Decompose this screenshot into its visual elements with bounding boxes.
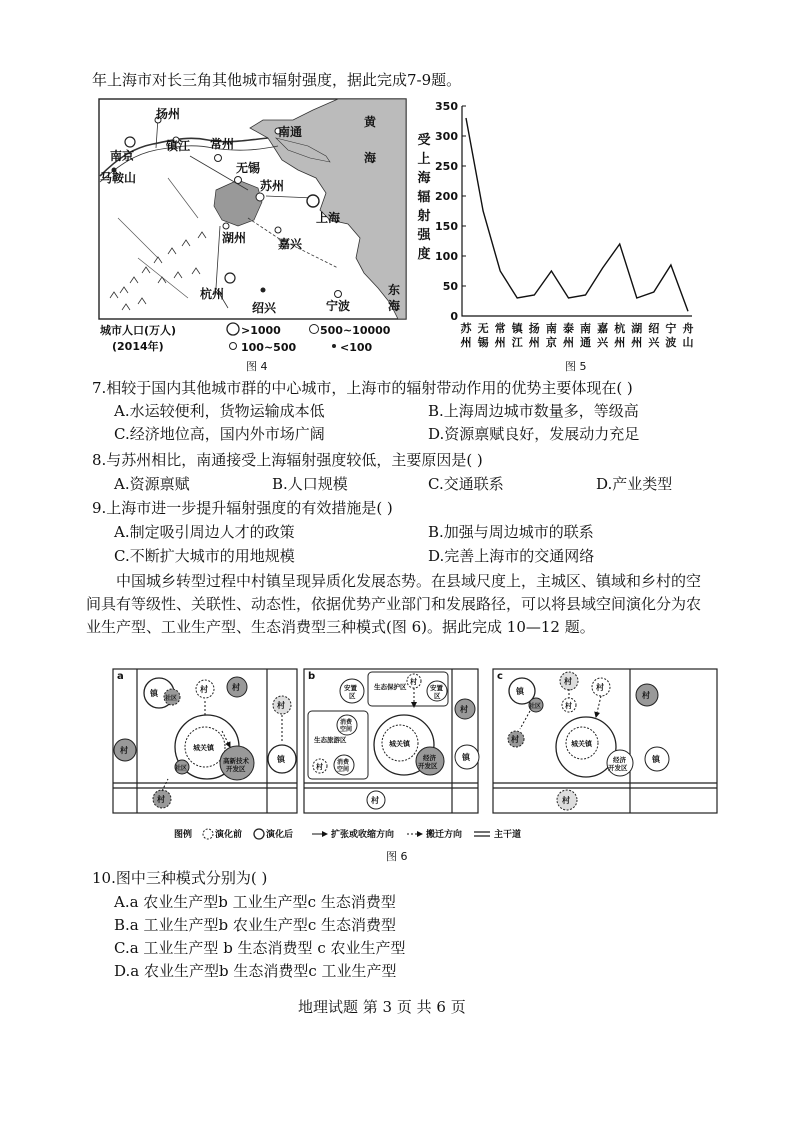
y-axis-label-char: 度 [417,247,431,262]
a-zhen-label: 镇 [150,689,158,698]
y-axis-label-char: 辐 [417,190,431,205]
city-suzhou-marker [256,193,264,201]
x-tick-label: 州 [631,336,643,349]
series-line [466,118,688,311]
city-ningbo-marker [335,291,342,298]
city-shanghai-marker [307,195,319,207]
x-tick-label: 泰 [562,322,574,335]
q9-option-b[interactable]: B.加强与周边城市的联系 [428,523,594,541]
city-huzhou-marker [223,223,229,229]
q10-option-c[interactable]: C.a 工业生产型 b 生态消费型 c 农业生产型 [114,939,406,957]
chart-axis-lines [462,106,692,316]
legend-symbol-4 [332,344,336,348]
map-label-yangzhou: 扬州 [156,107,181,121]
y-axis-label-char: 强 [417,228,431,243]
b-shengtaibaohuqu-label: 生态保护区 [374,683,407,691]
q10-stem: 10.图中三种模式分别为( ) [92,869,268,887]
figure-5-chart [412,98,702,360]
q9-stem: 9.上海市进一步提升辐射强度的有效措施是( ) [92,499,393,517]
q10-option-a[interactable]: A.a 农业生产型b 工业生产型c 生态消费型 [114,893,396,911]
city-shaoxing-marker [261,288,266,293]
intro-text: 年上海市对长三角其他城市辐射强度，据此完成7-9题。 [92,71,462,89]
x-tick-label: 常 [494,322,506,335]
c-cun-left-label: 村 [511,735,519,744]
b-jingji-1: 经济 [423,754,436,762]
y-tick-label: 300 [435,130,458,143]
q8-option-c[interactable]: C.交通联系 [428,475,504,493]
y-tick-label: 200 [435,190,458,203]
legend-title-1: 城市人口(万人) [100,324,177,337]
y-tick-label: 250 [435,160,458,173]
map-label-nanjing: 南京 [110,149,135,163]
map-label-nantong: 南通 [278,125,303,139]
x-tick-label: 湖 [631,322,643,335]
y-tick-label: 150 [435,220,458,233]
map-label-huzhou: 湖州 [222,231,247,245]
a-cun-left-label: 村 [120,746,128,755]
y-tick-label: 350 [435,100,458,113]
b-xiaofei-top-2: 空间 [340,726,353,733]
city-jiaxing-marker [275,227,281,233]
legend-item-3: 100~500 [241,341,297,354]
b-cun-dashed-top-label: 村 [410,678,417,686]
c-cun-grey-right-label: 村 [642,691,650,700]
chart-ylabel [416,132,431,262]
q10-option-d[interactable]: D.a 农业生产型b 生态消费型c 工业生产型 [114,962,397,980]
x-tick-label: 绍 [648,322,660,335]
a-chengguanzhen-label: 城关镇 [193,744,214,752]
x-tick-label: 江 [511,336,523,349]
fig6-legend-road: 主干道 [494,830,522,840]
panel-c [493,669,717,813]
b-zhen-right-label: 镇 [462,753,470,762]
chart-axes [462,106,692,316]
q8-option-a[interactable]: A.资源禀赋 [114,475,190,493]
x-tick-label: 杭 [614,322,626,335]
x-tick-label: 波 [665,336,677,349]
map-label-sea1a: 黄 [364,115,377,129]
a-cun-bottom-label: 村 [157,795,165,804]
city-nanjing-marker [125,137,135,147]
a-zhen-right-label: 镇 [277,755,285,764]
b-chengguanzhen-label: 城关镇 [389,740,410,748]
legend-symbol-3 [230,343,237,350]
legend-item-1: >1000 [241,324,281,337]
x-tick-label: 舟 [682,322,694,335]
x-tick-label: 兴 [597,336,609,349]
figure-5-caption: 图 5 [565,360,587,373]
x-tick-label: 州 [528,336,540,349]
a-shequ-top-label: 社区 [165,695,178,702]
map-label-sea1b: 海 [364,151,377,165]
fig6-legend-after: 演化后 [266,830,294,840]
x-tick-label: 兴 [648,336,660,349]
city-wuxi-marker [235,177,242,184]
map-label-shanghai: 上海 [316,211,341,225]
x-tick-label: 州 [562,336,574,349]
x-tick-label: 镇 [511,322,523,335]
c-zhen-label: 镇 [516,687,524,696]
a-cun-grey-top-label: 村 [232,683,240,692]
map-label-changzhou: 常州 [210,137,235,151]
c-cun-dashed-3-label: 村 [565,702,572,710]
legend-item-2: 500~10000 [320,324,391,337]
legend-symbol-2 [310,325,319,334]
y-axis-label-char: 海 [417,171,431,186]
y-tick-label: 100 [435,250,458,263]
figure-4-map [98,98,408,360]
c-cun-dashed-2-label: 村 [596,683,604,692]
panel-b-label: b [308,671,316,682]
y-axis-label-char: 射 [417,209,431,224]
y-axis-label-char: 受 [417,133,431,148]
figure-4-caption: 图 4 [246,360,268,373]
panel-c-label: c [497,671,503,682]
q9-option-d[interactable]: D.完善上海市的交通网络 [428,547,595,565]
a-cun-dashed-top-label: 村 [200,685,208,694]
map-label-ningbo: 宁波 [326,299,351,313]
b-xiaofei-bottom-2: 空间 [337,766,350,773]
b-anzhi-right-1: 安置 [430,684,443,692]
figure-6-caption: 图 6 [386,850,408,863]
map-label-wuxi: 无锡 [236,161,261,175]
city-changzhou-marker [215,155,222,162]
q7-option-b[interactable]: B.上海周边城市数量多，等级高 [428,402,639,420]
x-tick-label: 通 [580,336,592,349]
c-jingji-1: 经济 [613,756,626,764]
q8-option-d[interactable]: D.产业类型 [596,475,673,493]
y-tick-label: 50 [442,280,458,293]
passage-text: 中国城乡转型过程中村镇呈现异质化发展态势。在县域尺度上，主城区、镇域和乡村的空间具有等级性、关联性、动态性，依据优势产业部门和发展路径，可以将县域空间演化分为农业生产型、工业生产型、生态消费型三种模式(图 6)。据此完成 10—12 题。 [86,572,702,636]
b-xiaofei-top-1: 消费 [340,719,353,726]
c-chengguanzhen-label: 城关镇 [571,740,592,748]
map-label-shaoxing: 绍兴 [252,301,277,315]
y-tick-label: 0 [450,310,458,323]
x-tick-label: 州 [460,336,472,349]
map-label-jiaxing: 嘉兴 [278,237,303,251]
b-anzhi-left-2: 区 [349,692,356,700]
b-cun-bottom-label: 村 [371,796,379,805]
map-label-hangzhou: 杭州 [200,287,225,301]
b-shengtailvyouqu-label: 生态旅游区 [314,736,347,744]
x-tick-label: 扬 [528,322,540,335]
fig6-legend [174,828,521,840]
panel-a-label: a [117,671,124,682]
b-anzhi-right-2: 区 [434,692,441,700]
fig6-legend-move: 搬迁方向 [426,830,463,840]
y-axis-label-char: 上 [417,152,431,167]
a-gaoxin-label-2: 开发区 [226,765,246,773]
q9-option-a[interactable]: A.制定吸引周边人才的政策 [114,523,295,541]
chart-xticks [460,321,694,349]
b-xiaofei-bottom-1: 消费 [337,759,350,766]
a-cun-dashed-right-label: 村 [277,701,285,710]
legend-item-4: <100 [340,341,373,354]
x-tick-label: 苏 [460,322,472,335]
x-tick-label: 南 [545,322,557,335]
fig6-legend-expand: 扩张或收缩方向 [331,830,395,840]
panel-a [113,669,297,813]
b-anzhi-left-1: 安置 [344,684,357,692]
legend-title-2: (2014年) [112,340,164,353]
x-tick-label: 山 [682,336,694,349]
c-zhen-right-label: 镇 [652,755,660,764]
q8-option-b[interactable]: B.人口规模 [272,475,348,493]
fig6-legend-before: 演化前 [215,830,243,840]
b-jingji-2: 开发区 [418,762,438,770]
c-shequ-label: 社区 [529,703,542,710]
x-tick-label: 锡 [477,336,489,349]
legend-before-symbol [203,829,213,839]
a-gaoxin-label-1: 高新技术 [223,757,249,765]
x-tick-label: 嘉 [597,322,609,335]
q10-option-b[interactable]: B.a 工业生产型b 农业生产型c 生态消费型 [114,916,397,934]
map-label-sea2a: 东 [388,283,401,297]
legend-symbol-1 [227,323,239,335]
x-tick-label: 州 [614,336,626,349]
figure-6-diagram [112,667,720,845]
legend-after-symbol [254,829,264,839]
c-cun-dashed-1-label: 村 [564,677,572,686]
x-tick-label: 无 [477,322,489,335]
q7-option-d[interactable]: D.资源禀赋良好，发展动力充足 [428,425,640,443]
q7-option-a[interactable]: A.水运较便利，货物运输成本低 [114,402,325,420]
x-tick-label: 宁 [665,322,677,335]
x-tick-label: 州 [494,336,506,349]
chart-yticks [435,100,466,323]
fig6-legend-title: 图例 [174,830,193,840]
q9-option-c[interactable]: C.不断扩大城市的用地规模 [114,547,295,565]
map-label-sea2b: 海 [388,299,401,313]
q7-stem: 7.相较于国内其他城市群的中心城市，上海市的辐射带动作用的优势主要体现在( ) [92,379,633,397]
x-tick-label: 京 [545,336,557,349]
q7-option-c[interactable]: C.经济地位高，国内外市场广阔 [114,425,325,443]
c-jingji-2: 开发区 [608,764,628,772]
c-cun-bottom-label: 村 [562,796,570,805]
panel-b [304,669,479,813]
map-label-suzhou: 苏州 [260,179,285,193]
map-label-zhenjiang: 镇江 [166,139,191,153]
city-hangzhou-marker [225,273,235,283]
page-footer: 地理试题 第 3 页 共 6 页 [298,998,466,1016]
a-shequ-bottom-label: 社区 [175,765,188,772]
q8-stem: 8.与苏州相比，南通接受上海辐射强度较低，主要原因是( ) [92,451,483,469]
map-label-maanshan: 马鞍山 [100,171,137,185]
x-tick-label: 南 [580,322,592,335]
b-cun-left-label: 村 [316,763,323,771]
b-cun-grey-right-label: 村 [460,705,468,714]
